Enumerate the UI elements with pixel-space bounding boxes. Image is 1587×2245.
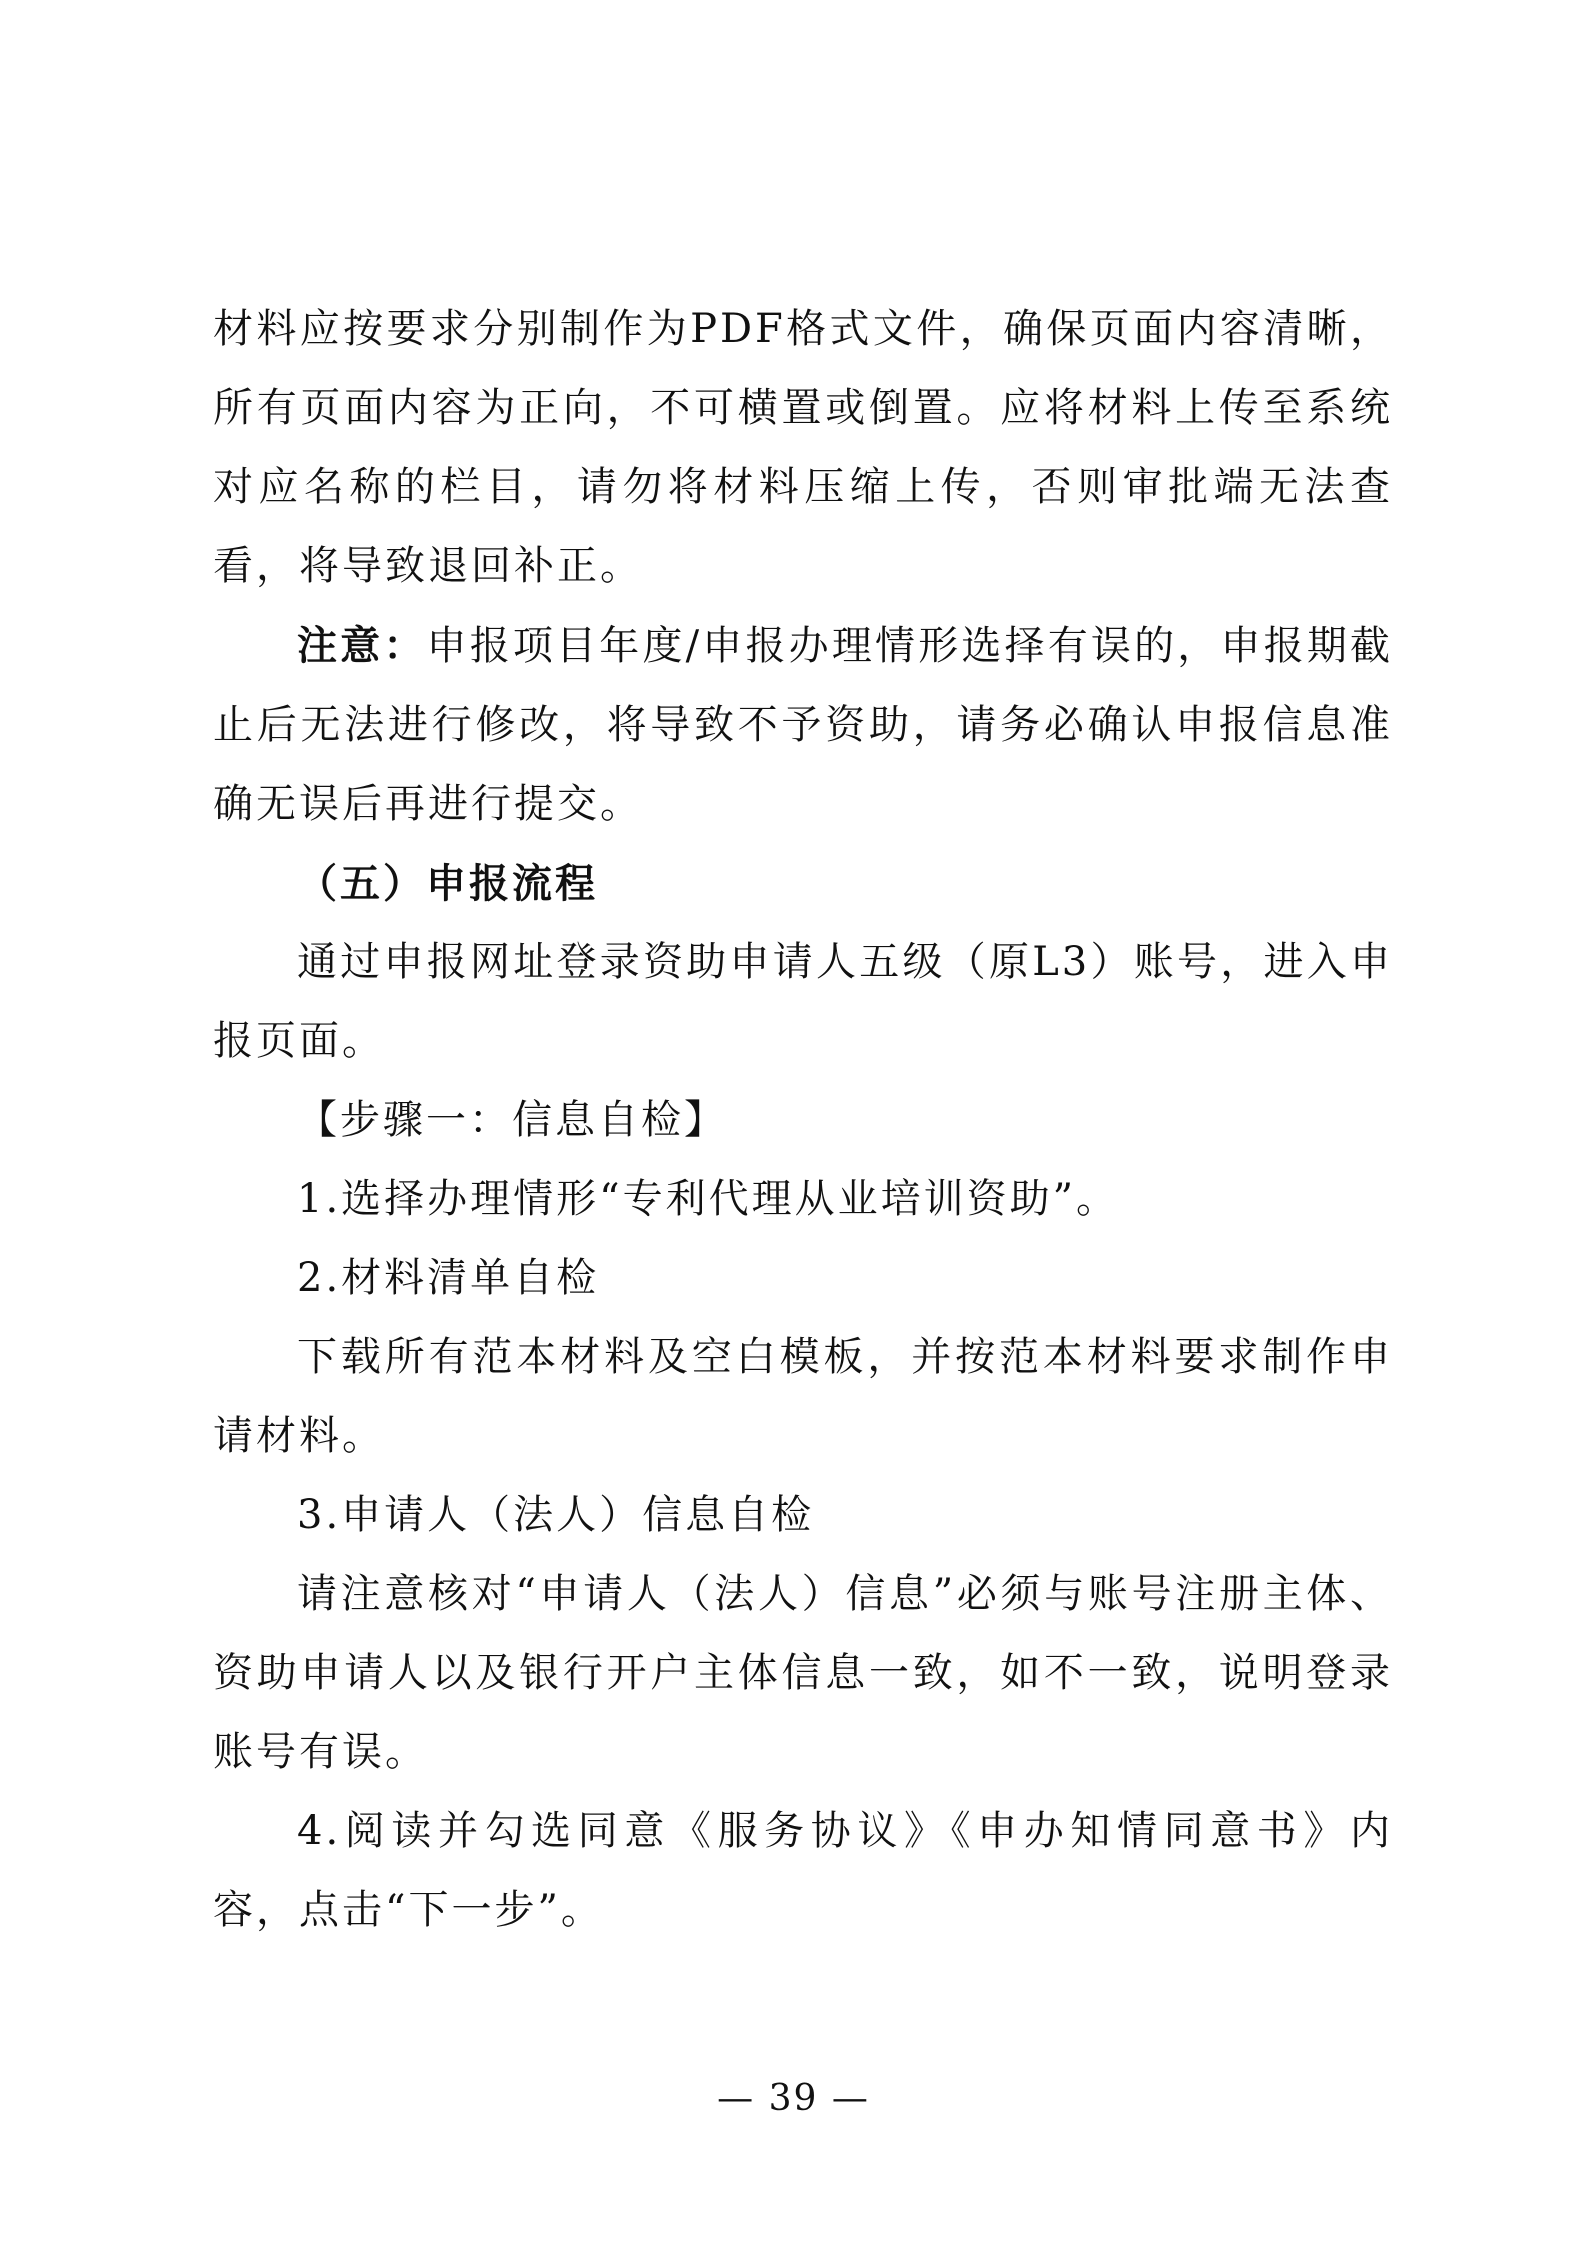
step-item-4: 4.阅读并勾选同意《服务协议》《申办知情同意书》内容，点击“下一步”。 <box>213 1808 1393 1933</box>
note-text: 申报项目年度/申报办理情形选择有误的，申报期截止后无法进行修改，将导致不予资助，请务必确认申报信息准确无误后再进行提交。 <box>213 623 1393 827</box>
section-heading-application-process: （五）申报流程 <box>297 860 598 907</box>
step-one-heading: 【步骤一：信息自检】 <box>297 1097 727 1143</box>
step-item-3-heading: 3.申请人（法人）信息自检 <box>297 1492 815 1538</box>
paragraph-material-format: 材料应按要求分别制作为PDF格式文件，确保页面内容清晰，所有页面内容为正向，不可横置或倒置。应将材料上传至系统对应名称的栏目，请勿将材料压缩上传，否则审批端无法查看，将导致退回补正。 <box>213 306 1393 589</box>
paragraph-note <box>213 606 1393 844</box>
document-body <box>213 290 1393 1950</box>
paragraph-login: 通过申报网址登录资助申请人五级（原L3）账号，进入申报页面。 <box>213 939 1393 1064</box>
note-label: 注意： <box>297 622 427 669</box>
step-item-2-text: 下载所有范本材料及空白模板，并按范本材料要求制作申请材料。 <box>213 1334 1393 1459</box>
page-number: — 39 — <box>717 2078 870 2119</box>
step-item-3-text: 请注意核对“申请人（法人）信息”必须与账号注册主体、资助申请人以及银行开户主体信息一致，如不一致，说明登录账号有误。 <box>213 1571 1393 1775</box>
step-item-1: 1.选择办理情形“专利代理从业培训资助”。 <box>297 1176 1120 1222</box>
step-item-2-heading: 2.材料清单自检 <box>297 1255 600 1301</box>
